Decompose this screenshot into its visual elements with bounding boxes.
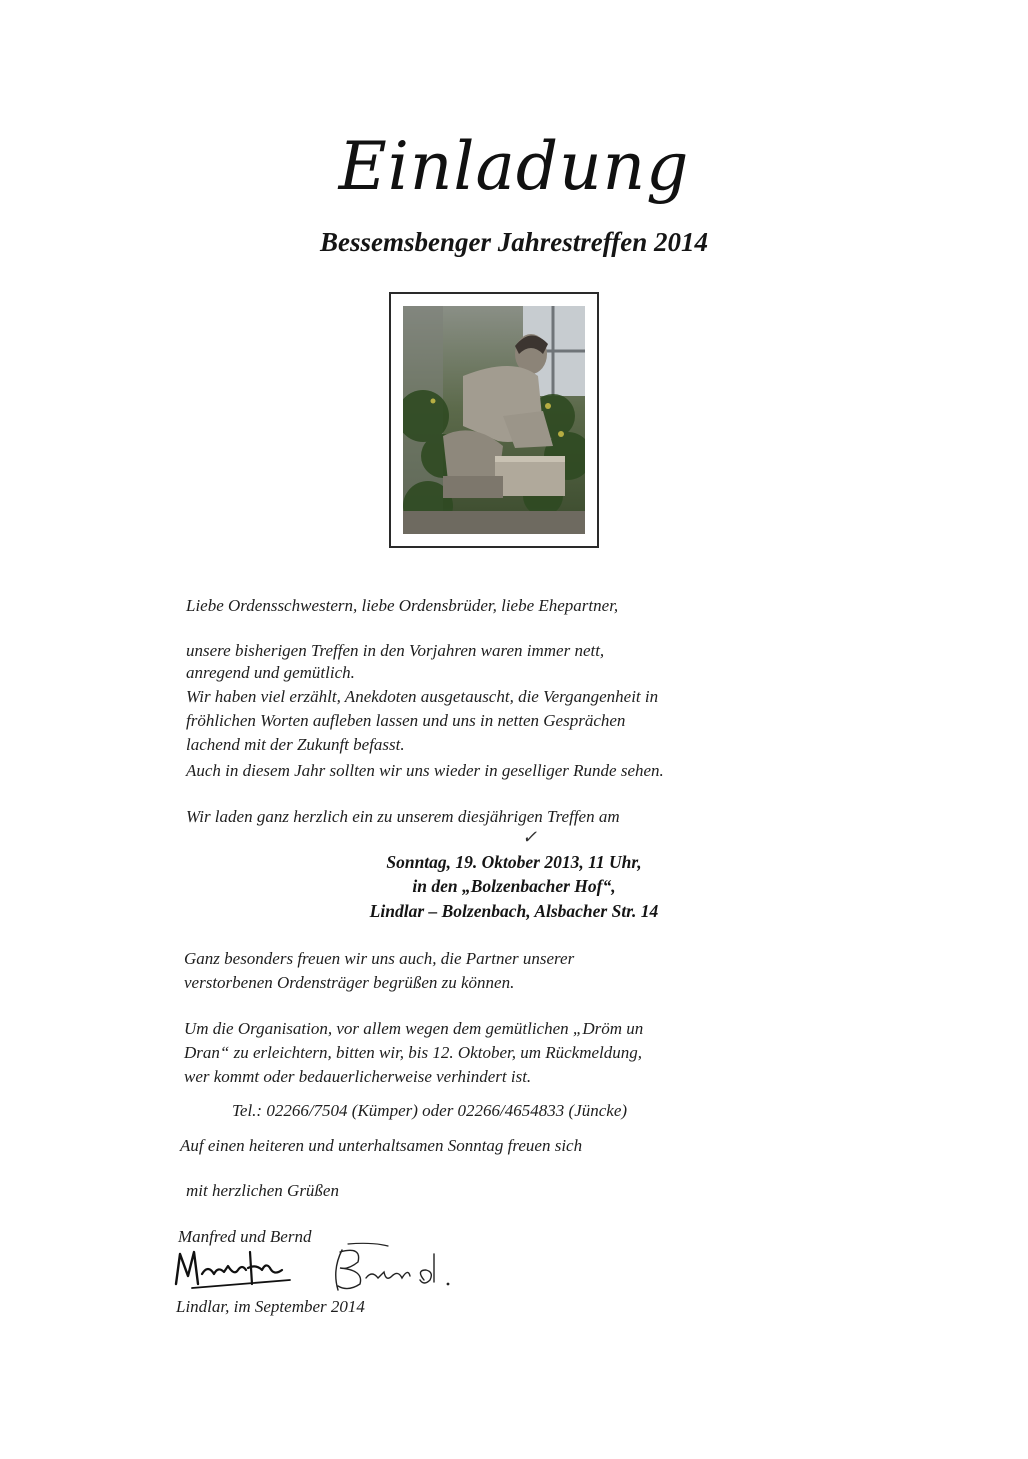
- correction-mark: ✓: [522, 827, 538, 847]
- paragraph3-line: Um die Organisation, vor allem wegen dem gemütlichen „Dröm un: [184, 1019, 644, 1038]
- page-subtitle: Bessemsbenger Jahrestreffen 2014: [320, 227, 708, 257]
- paragraph1-line: Wir haben viel erzählt, Anekdoten ausgetauscht, die Vergangenheit in: [186, 687, 659, 706]
- paragraph1-line: Auch in diesem Jahr sollten wir uns wieder in geselliger Runde sehen.: [186, 761, 664, 780]
- kneeling-statue-photo: [403, 306, 585, 534]
- paragraph2-line: Ganz besonders freuen wir uns auch, die Partner unserer: [184, 949, 575, 968]
- paragraph3-line: Dran“ zu erleichtern, bitten wir, bis 12. Oktober, um Rückmeldung,: [184, 1043, 643, 1062]
- phone-line: Tel.: 02266/7504 (Kümper) oder 02266/4654833 (Jüncke): [232, 1101, 628, 1120]
- paragraph1-line: fröhlichen Worten aufleben lassen und uns in netten Gesprächen: [186, 711, 626, 730]
- event-address: Lindlar – Bolzenbach, Alsbacher Str. 14: [369, 901, 659, 921]
- closing-line: Auf einen heiteren und unterhaltsamen Sonntag freuen sich: [180, 1136, 583, 1155]
- paragraph1-line: lachend mit der Zukunft befasst.: [186, 735, 405, 754]
- paragraph2-line: verstorbenen Ordensträger begrüßen zu können.: [184, 973, 515, 992]
- photo-frame: [389, 292, 599, 548]
- invite-line: Wir laden ganz herzlich ein zu unserem diesjährigen Treffen am: [186, 807, 620, 826]
- greeting: Liebe Ordensschwestern, liebe Ordensbrüder, liebe Ehepartner,: [186, 596, 619, 615]
- paragraph1-line: unsere bisherigen Treffen in den Vorjahren waren immer nett,: [186, 641, 605, 660]
- paragraph1-line: anregend und gemütlich.: [186, 663, 355, 682]
- paragraph3-line: wer kommt oder bedauerlicherweise verhindert ist.: [184, 1067, 532, 1086]
- event-venue: in den „Bolzenbacher Hof“,: [412, 876, 616, 896]
- place-date: Lindlar, im September 2014: [176, 1297, 365, 1316]
- event-date: Sonntag, 19. Oktober 2013, 11 Uhr,: [386, 852, 642, 872]
- signer-names: Manfred und Bernd: [178, 1227, 312, 1246]
- closing-greeting: mit herzlichen Grüßen: [186, 1181, 339, 1200]
- handwritten-signature: [172, 1240, 472, 1300]
- page-title: Einladung: [338, 128, 690, 205]
